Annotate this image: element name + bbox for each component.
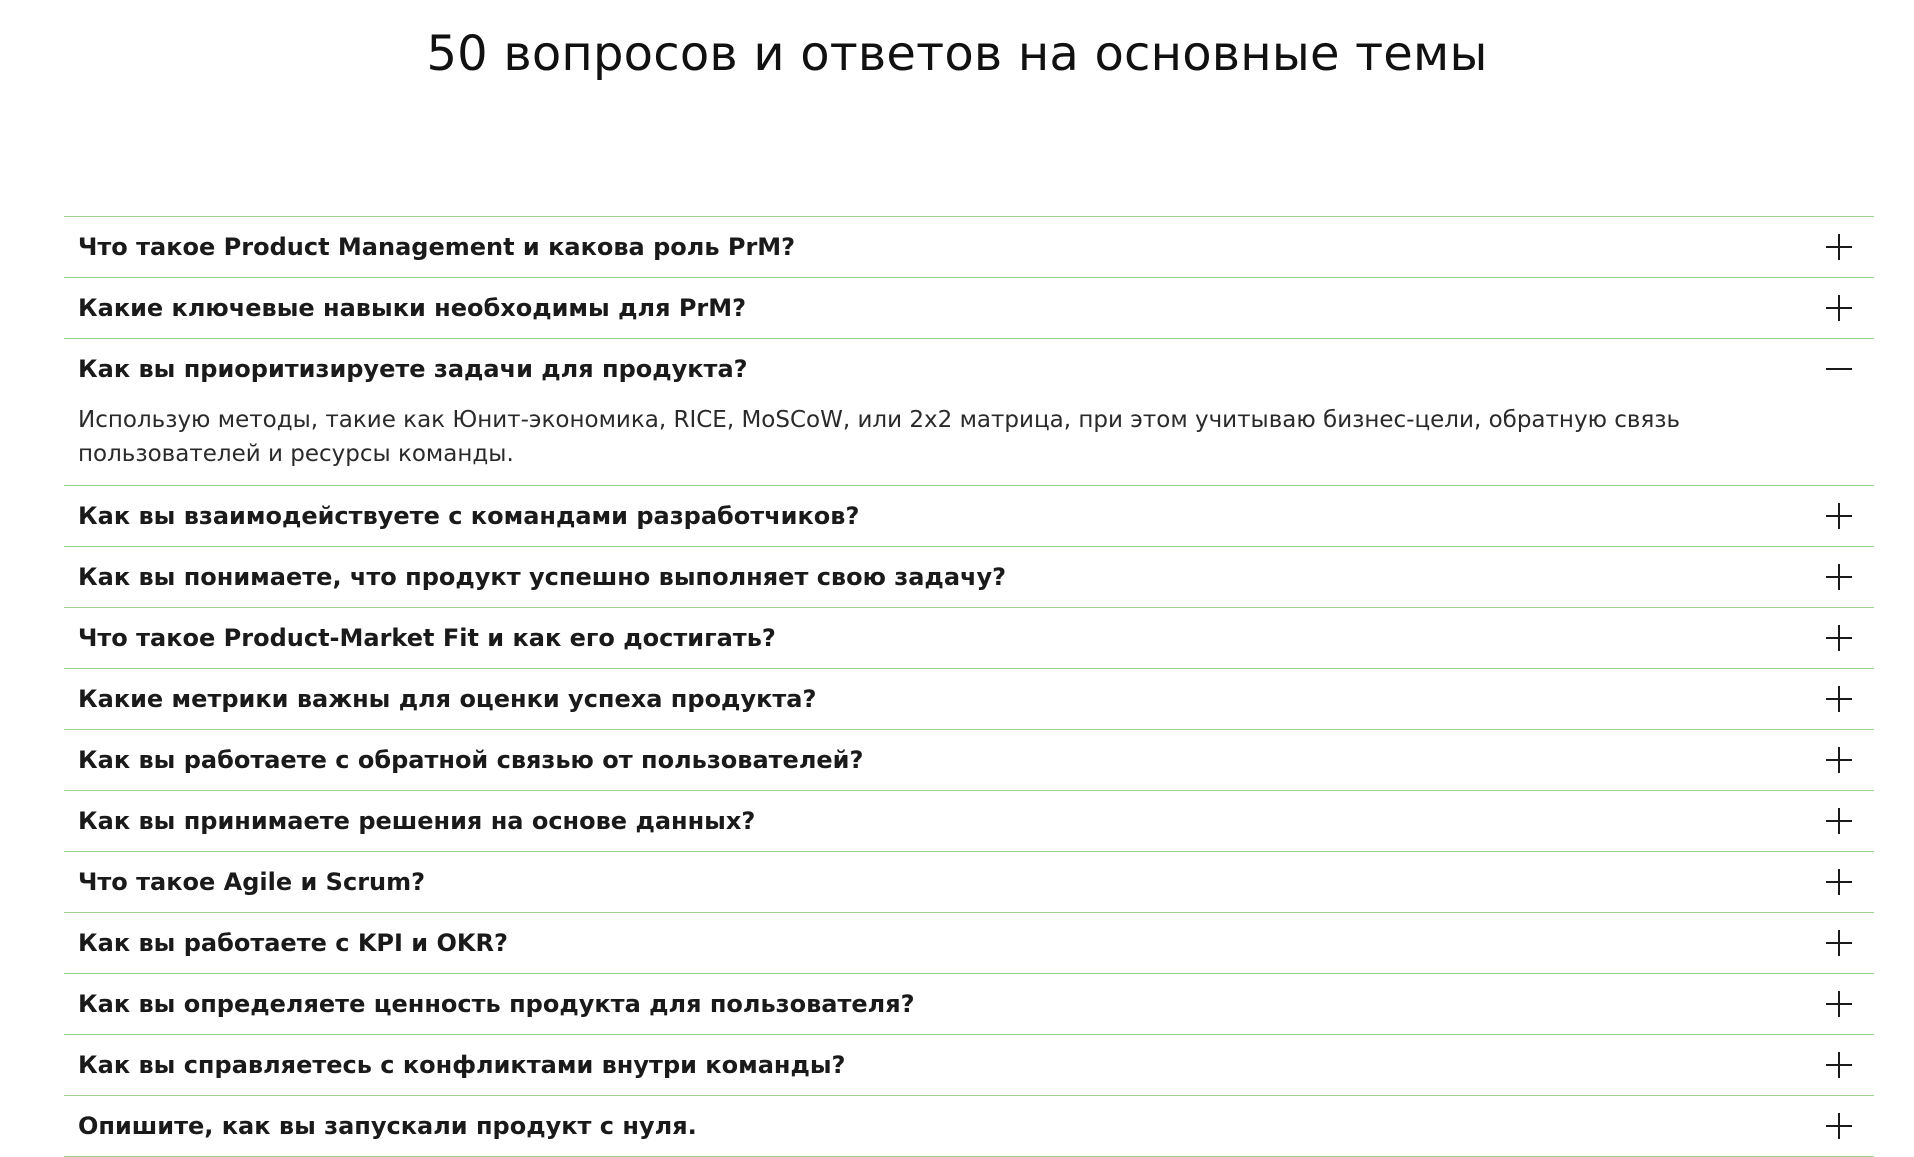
plus-icon[interactable] xyxy=(1826,991,1852,1017)
faq-question-toggle[interactable] xyxy=(64,974,1874,1034)
faq-question-text: Что такое Product Management и какова роль PrM? xyxy=(78,233,796,261)
faq-question-toggle[interactable] xyxy=(64,486,1874,546)
faq-item xyxy=(64,791,1874,852)
faq-question-toggle[interactable] xyxy=(64,1035,1874,1095)
faq-question-text: Что такое Product-Market Fit и как его достигать? xyxy=(78,624,776,652)
page-title: 50 вопросов и ответов на основные темы xyxy=(426,26,1488,82)
faq-item xyxy=(64,974,1874,1035)
faq-item xyxy=(64,278,1874,339)
plus-icon[interactable] xyxy=(1826,295,1852,321)
faq-question-text: Как вы приоритизируете задачи для продукта? xyxy=(78,355,748,383)
faq-question-toggle[interactable] xyxy=(64,217,1874,277)
plus-icon[interactable] xyxy=(1826,686,1852,712)
faq-question-toggle[interactable] xyxy=(64,339,1874,399)
faq-question-text: Опишите, как вы запускали продукт с нуля. xyxy=(78,1112,697,1140)
faq-question-text: Как вы взаимодействуете с командами разработчиков? xyxy=(78,502,860,530)
faq-question-text: Как вы работаете с KPI и OKR? xyxy=(78,929,508,957)
faq-item xyxy=(64,730,1874,791)
faq-question-toggle[interactable] xyxy=(64,791,1874,851)
plus-icon[interactable] xyxy=(1826,503,1852,529)
faq-question-text: Как вы понимаете, что продукт успешно выполняет свою задачу? xyxy=(78,563,1007,591)
faq-item xyxy=(64,547,1874,608)
plus-icon[interactable] xyxy=(1826,1113,1852,1139)
plus-icon[interactable] xyxy=(1826,808,1852,834)
faq-question-text: Как вы справляетесь с конфликтами внутри команды? xyxy=(78,1051,846,1079)
plus-icon[interactable] xyxy=(1826,869,1852,895)
faq-question-toggle[interactable] xyxy=(64,852,1874,912)
faq-question-toggle[interactable] xyxy=(64,730,1874,790)
plus-icon[interactable] xyxy=(1826,234,1852,260)
faq-question-toggle[interactable] xyxy=(64,608,1874,668)
faq-item xyxy=(64,1035,1874,1096)
faq-question-text: Какие метрики важны для оценки успеха продукта? xyxy=(78,685,817,713)
faq-item xyxy=(64,669,1874,730)
faq-question-text: Как вы работаете с обратной связью от пользователей? xyxy=(78,746,864,774)
faq-answer: Использую методы, такие как Юнит-экономика, RICE, MoSCoW, или 2x2 матрица, при этом учитываю бизнес-цели, обратную связь пользователей и ресурсы команды. xyxy=(78,407,1681,467)
faq-item xyxy=(64,913,1874,974)
minus-icon[interactable] xyxy=(1826,356,1852,382)
faq-question-toggle[interactable] xyxy=(64,669,1874,729)
faq-question-text: Как вы определяете ценность продукта для пользователя? xyxy=(78,990,915,1018)
faq-item xyxy=(64,1096,1874,1157)
faq-item xyxy=(64,852,1874,913)
plus-icon[interactable] xyxy=(1826,625,1852,651)
faq-question-toggle[interactable] xyxy=(64,1096,1874,1156)
faq-question-toggle[interactable] xyxy=(64,913,1874,973)
faq-item xyxy=(64,608,1874,669)
faq-question-toggle[interactable] xyxy=(64,547,1874,607)
plus-icon[interactable] xyxy=(1826,1052,1852,1078)
plus-icon[interactable] xyxy=(1826,564,1852,590)
faq-question-text: Что такое Agile и Scrum? xyxy=(78,868,426,896)
faq-item xyxy=(64,339,1874,486)
faq-question-text: Как вы принимаете решения на основе данных? xyxy=(78,807,756,835)
faq-item xyxy=(64,217,1874,278)
faq-item xyxy=(64,486,1874,547)
plus-icon[interactable] xyxy=(1826,930,1852,956)
faq-question-toggle[interactable] xyxy=(64,278,1874,338)
faq-accordion xyxy=(64,216,1874,1157)
plus-icon[interactable] xyxy=(1826,747,1852,773)
faq-question-text: Какие ключевые навыки необходимы для PrM? xyxy=(78,294,747,322)
